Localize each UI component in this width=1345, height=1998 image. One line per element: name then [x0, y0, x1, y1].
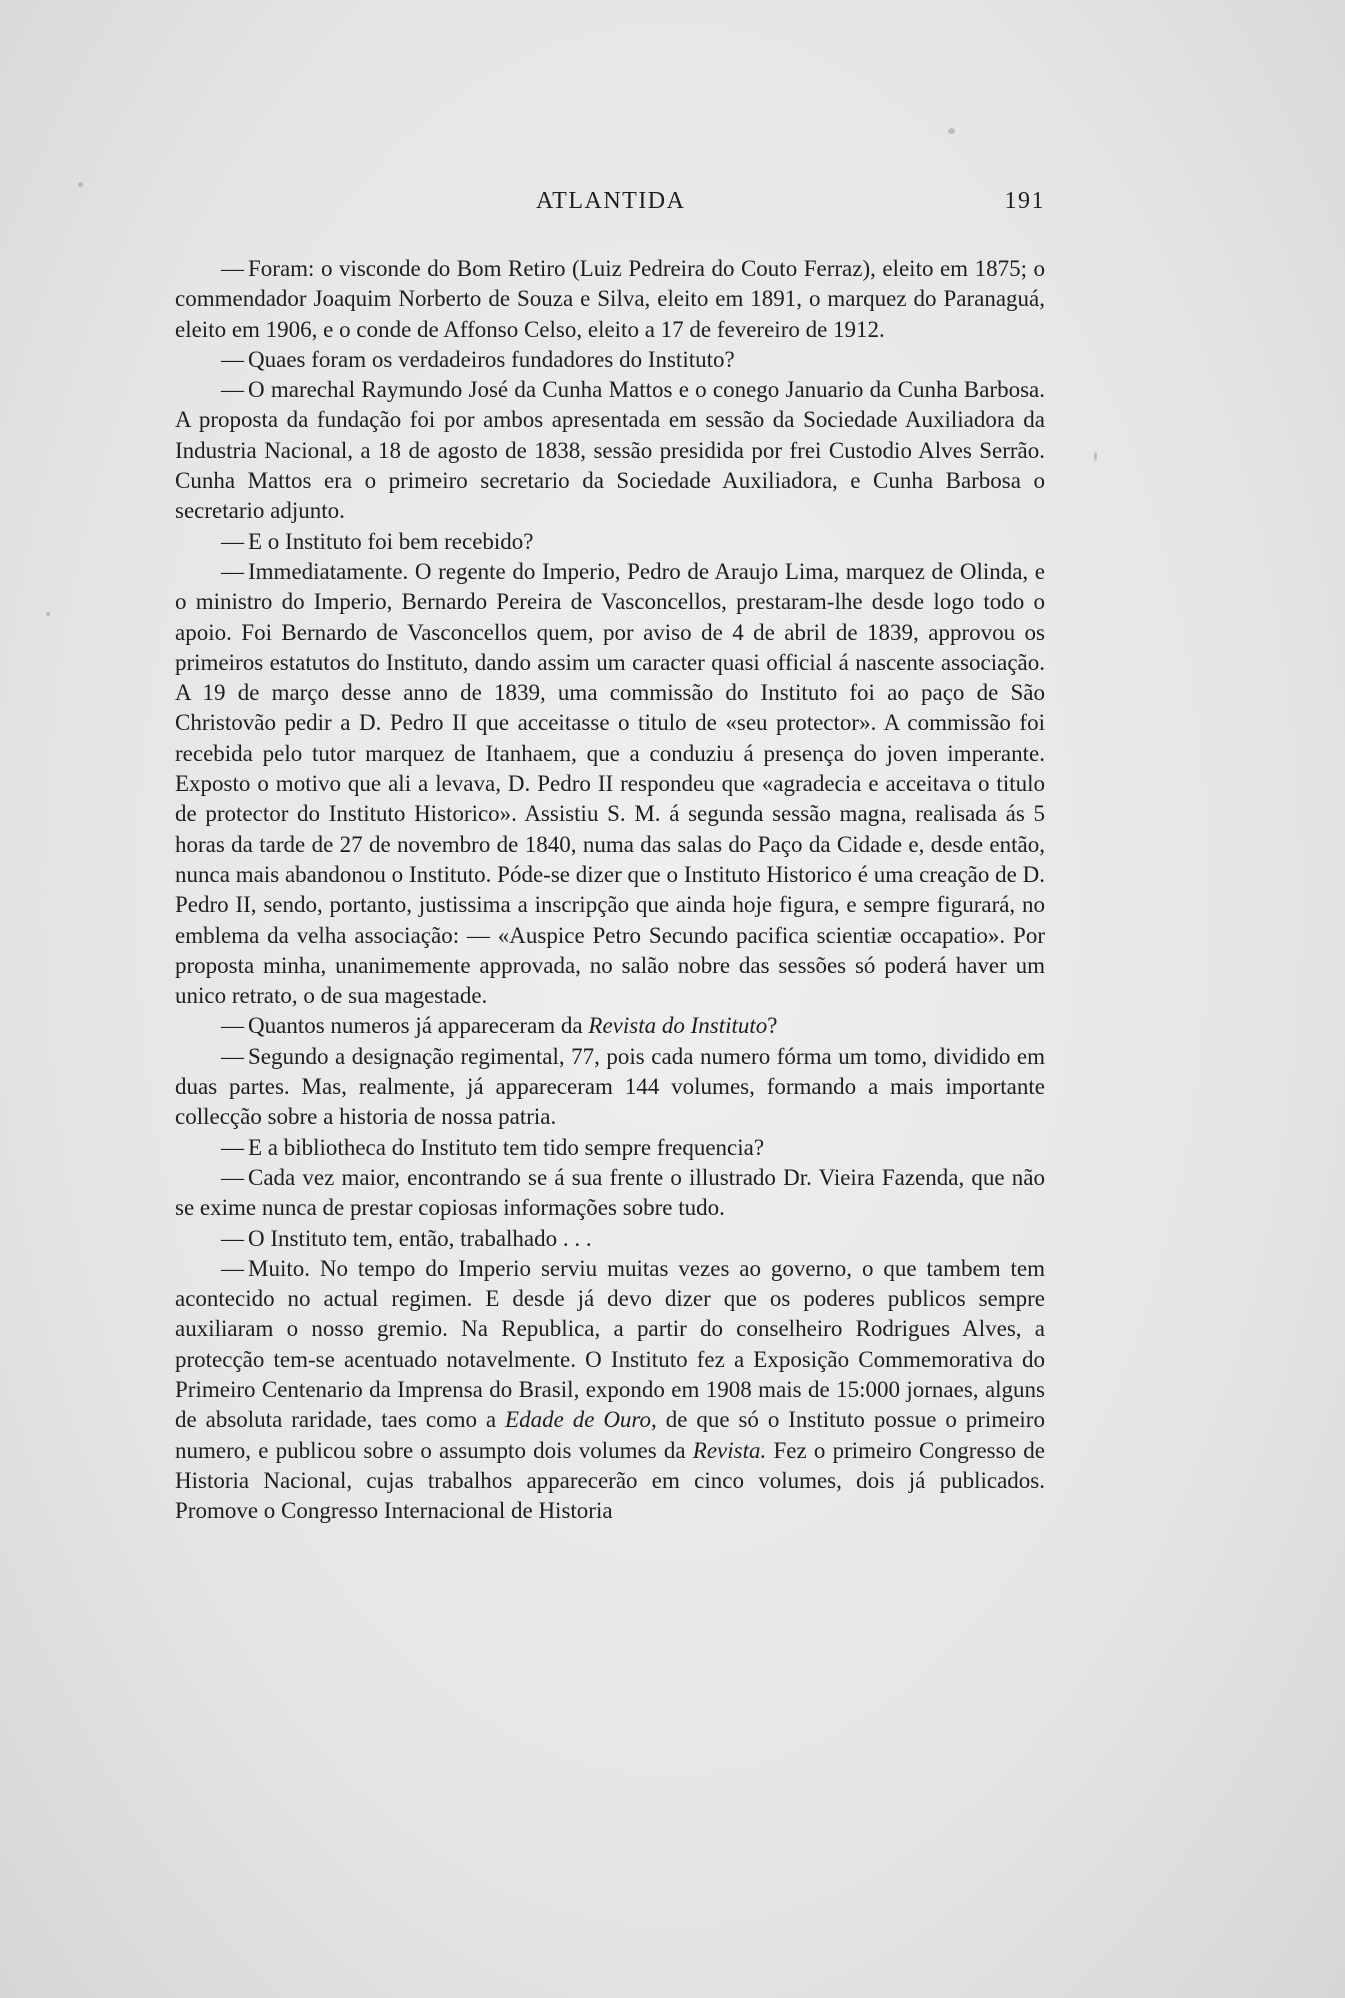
page-number: 191 [1004, 188, 1045, 214]
dialogue-dash: — [221, 558, 244, 584]
paragraph-text: Foram: o visconde do Bom Retiro (Luiz Pedreira do Couto Ferraz), eleito em 1875; o commendador Joaquim Norberto de Souza e Silva, eleito em 1891, o marquez do Paranaguá, eleito em 1906, e o conde de Affonso Celso, eleito a 17 de fevereiro de 1912. [175, 256, 1045, 342]
dialogue-dash: — [221, 346, 244, 372]
paragraph-text: Quaes foram os verdadeiros fundadores do Instituto? [248, 346, 735, 372]
paragraph-text: E o Instituto foi bem recebido? [248, 528, 534, 554]
paragraph-text: Fez o primeiro Congresso de Historia Nacional, cujas trabalhos apparecerão em cinco volumes, dois já publicados. Promove o Congresso Internacional de Historia [175, 1437, 1045, 1524]
dialogue-dash: — [221, 1134, 244, 1160]
paragraph-text: O Instituto tem, então, trabalhado . . . [248, 1225, 592, 1251]
journal-title: Revista. [692, 1437, 767, 1463]
dialogue-dash: — [221, 528, 244, 554]
paragraph-text: Muito. No tempo do Imperio serviu muitas vezes ao governo, o que tambem tem acontecido no actual regimen. E desde já devo dizer que os poderes publicos sempre auxiliaram o nosso gremio. Na Republica, a partir do conselheiro Rodrigues Alves, a protecção tem-se acentuado notavelmente. O Instituto fez a Exposição Commemorativa do Primeiro Centenario da Imprensa do Brasil, expondo em 1908 mais de 15:000 jornaes, alguns de absoluta raridade, taes como a [175, 1255, 1045, 1433]
paragraph-text: ? [767, 1013, 778, 1039]
dialogue-dash: — [221, 1164, 244, 1190]
paragraph-text: E a bibliotheca do Instituto tem tido sempre frequencia? [248, 1134, 765, 1160]
running-header [175, 188, 1045, 222]
paper-speck [1094, 452, 1097, 461]
paragraph-text: Cada vez maior, encontrando se á sua frente o illustrado Dr. Vieira Fazenda, que não se exime nunca de prestar copiosas informações sobre tudo. [175, 1164, 1045, 1221]
paragraph [175, 1042, 1045, 1133]
paragraph-text: de que só o Instituto possue o primeiro numero, e publicou sobre o assumpto dois volumes da [175, 1407, 1045, 1463]
dialogue-dash: — [221, 1013, 244, 1039]
body-text [175, 254, 1045, 1526]
paragraph [175, 1133, 1045, 1163]
paragraph [175, 557, 1045, 1011]
running-title: ATLANTIDA [536, 188, 686, 214]
dialogue-dash: — [221, 1043, 244, 1069]
paragraph-text: Segundo a designação regimental, 77, pois cada numero fórma um tomo, dividido em duas partes. Mas, realmente, já appareceram 144 volumes, formando a mais importante collecção sobre a historia de nossa patria. [175, 1043, 1045, 1130]
paragraph-text: Immediatamente. O regente do Imperio, Pedro de Araujo Lima, marquez de Olinda, e o ministro do Imperio, Bernardo Pereira de Vasconcellos, prestaram-lhe desde logo todo o apoio. Foi Bernardo de Vasconcellos quem, por aviso de 4 de abril de 1839, approvou os primeiros estatutos do Instituto, dando assim um caracter quasi official á nascente associação. A 19 de março desse anno de 1839, uma commissão do Instituto foi ao paço de São Christovão pedir a D. Pedro II que acceitasse o titulo de «seu protector». A commissão foi recebida pelo tutor marquez de Itanhaem, que a conduziu á presença do joven imperante. Exposto o motivo que ali a levava, D. Pedro II respondeu que «agradecia e acceitava o titulo de protector do Instituto Historico». Assistiu S. M. á segunda sessão magna, realisada ás 5 horas da tarde de 27 de novembro de 1840, numa das salas do Paço da Cidade e, desde então, nunca mais abandonou o Instituto. Póde-se dizer que o Instituto Historico é uma creação de D. Pedro II, sendo, portanto, justissima a inscripção que ainda hoje figura, e sempre figurará, no emblema da velha associação: — «Auspice Petro Secundo pacifica scientiæ occapatio». Por proposta minha, unanimemente approvada, no salão nobre das sessões só poderá haver um unico retrato, o de sua magestade. [175, 558, 1045, 1009]
paragraph [175, 345, 1045, 375]
dialogue-dash: — [221, 1255, 244, 1281]
journal-title: Edade de Ouro, [505, 1407, 657, 1433]
paragraph [175, 254, 1045, 345]
paragraph [175, 1011, 1045, 1041]
paragraph [175, 1254, 1045, 1527]
paragraph [175, 375, 1045, 526]
paragraph [175, 1224, 1045, 1254]
paper-speck [78, 182, 83, 187]
dialogue-dash: — [221, 256, 244, 281]
dialogue-dash: — [221, 377, 244, 403]
paragraph [175, 527, 1045, 557]
paper-speck [46, 612, 50, 616]
paragraph-text: Quantos numeros já appareceram da [248, 1013, 589, 1039]
journal-title: Revista do Instituto [588, 1013, 768, 1039]
paragraph [175, 1163, 1045, 1224]
paper-speck [948, 128, 955, 134]
dialogue-dash: — [221, 1225, 244, 1251]
paragraph-text: O marechal Raymundo José da Cunha Mattos e o conego Januario da Cunha Barbosa. A proposta da fundação foi por ambos apresentada em sessão da Sociedade Auxiliadora da Industria Nacional, a 18 de agosto de 1838, sessão presidida por frei Custodio Alves Serrão. Cunha Mattos era o primeiro secretario da Sociedade Auxiliadora, e Cunha Barbosa o secretario adjunto. [175, 377, 1045, 524]
